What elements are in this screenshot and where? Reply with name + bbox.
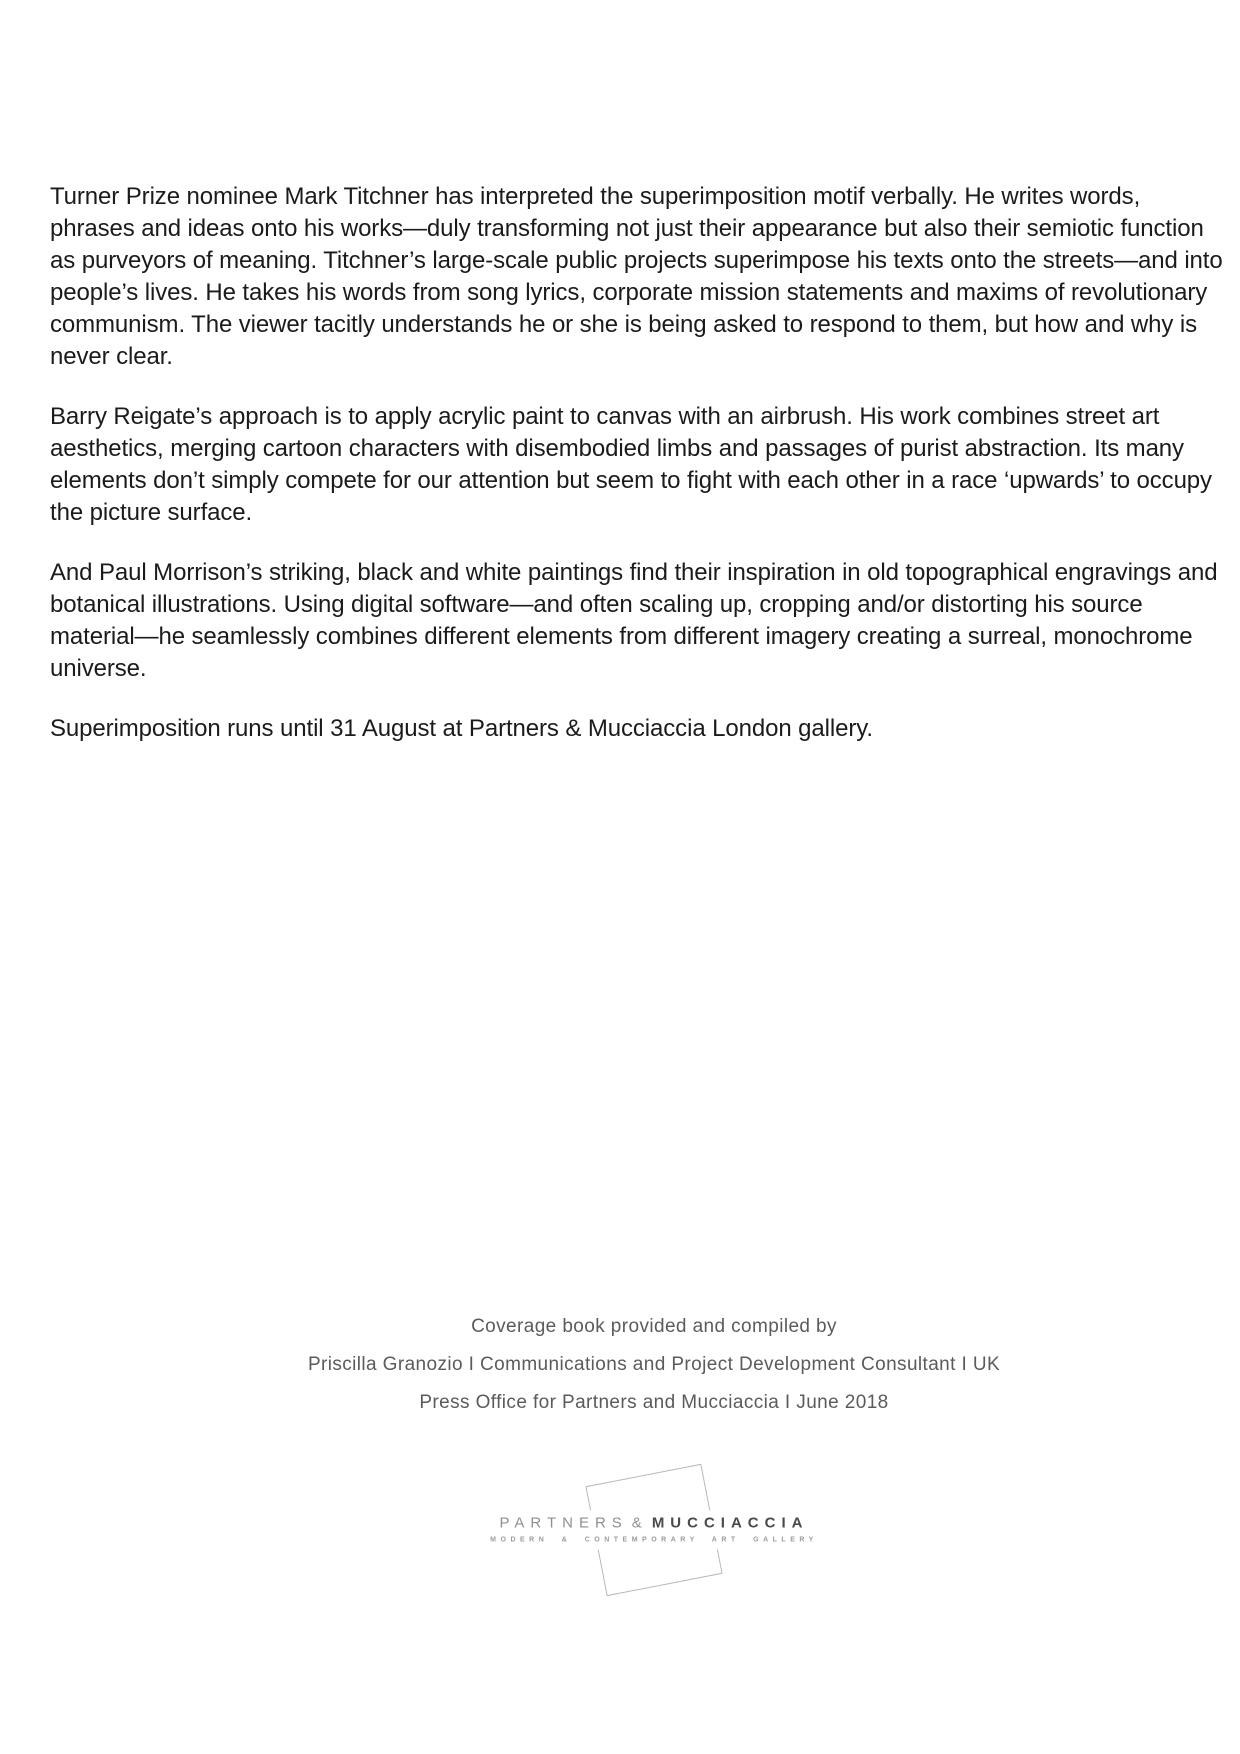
logo-mucciaccia-text: MUCCIACCIA — [651, 1514, 809, 1532]
logo-ampersand: & — [631, 1514, 648, 1532]
article-body — [50, 181, 1228, 773]
coverage-credits — [68, 1308, 1240, 1422]
logo-partners-text: PARTNERS — [499, 1514, 628, 1532]
body-paragraph-titchner: Turner Prize nominee Mark Titchner has interpreted the superimposition motif verbally. He writes words, phrases and ideas onto his works—duly transforming not just their appearance but also their semiotic function as purveyors of meaning. Titchner’s large-scale public projects superimpose his texts onto the streets—and into people’s lives. He takes his words from song lyrics, corporate mission statements and maxims of revolutionary communism. The viewer tacitly understands he or she is being asked to respond to them, but how and why is never clear. — [50, 183, 1223, 370]
gallery-logo-text — [478, 1511, 830, 1550]
credit-line-press-office: Press Office for Partners and Mucciaccia I June 2018 — [419, 1392, 889, 1413]
gallery-logo-subtitle: MODERN & CONTEMPORARY ART GALLERY — [490, 1536, 818, 1544]
body-paragraph-exhibition-dates: Superimposition runs until 31 August at Partners & Mucciaccia London gallery. — [50, 715, 873, 742]
credit-line-coverage: Coverage book provided and compiled by — [471, 1316, 837, 1337]
gallery-logo-wordmark — [490, 1516, 818, 1532]
credit-line-consultant: Priscilla Granozio I Communications and Project Development Consultant I UK — [307, 1354, 1001, 1375]
body-paragraph-morrison: And Paul Morrison’s striking, black and white paintings find their inspiration in old topographical engravings and botanical illustrations. Using digital software—and often scaling up, cropping and/or distorting his source material—he seamlessly combines different elements from different imagery creating a surreal, monochrome universe. — [50, 559, 1218, 682]
body-paragraph-reigate: Barry Reigate’s approach is to apply acrylic paint to canvas with an airbrush. His work combines street art aesthetics, merging cartoon characters with disembodied limbs and passages of purist abstraction. Its many elements don’t simply compete for our attention but seem to fight with each other in a race ‘upwards’ to occupy the picture surface. — [50, 403, 1212, 526]
